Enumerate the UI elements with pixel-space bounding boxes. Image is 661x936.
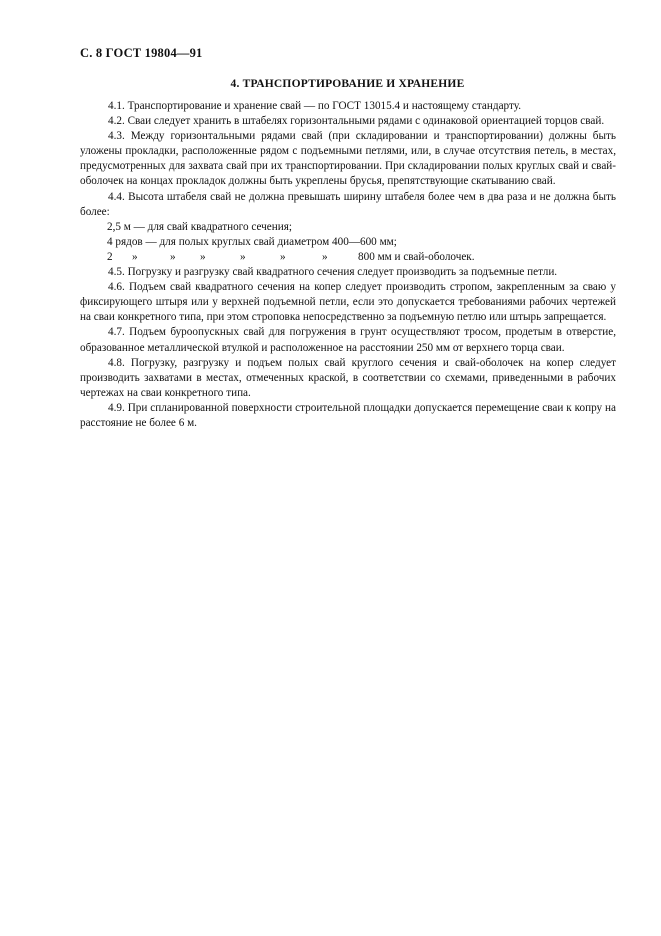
paragraph-4-4: 4.4. Высота штабеля свай не должна превышать ширину штабеля более чем в два раза и не должна быть более: [80, 190, 616, 218]
paragraph-4-9: 4.9. При спланированной поверхности строительной площадки допускается перемещение сваи к копру на расстояние не более 6 м. [80, 401, 616, 429]
paragraph-4-1: 4.1. Транспортирование и хранение свай — по ГОСТ 13015.4 и настоящему стандарту. [108, 100, 521, 112]
ditto-mark: » [322, 250, 328, 263]
paragraph-4-6: 4.6. Подъем свай квадратного сечения на копер следует производить стропом, закрепленным за сваю у фиксирующего штыря или у верхней подъемной петли, если это допускается требованиями рабочих чертежей на сваи конкретного типа, при этом строповка непосредственно за подъемную петлю или штырь запрещается. [80, 281, 616, 324]
ditto-mark: » [280, 250, 286, 263]
list-item-tail: 800 мм и свай-оболочек. [358, 250, 475, 263]
paragraph-4-7: 4.7. Подъем буроопускных свай для погружения в грунт осуществляют тросом, продетым в отверстие, образованное металлической втулкой и расположенное на расстоянии 250 мм от верхнего торца сваи. [80, 326, 616, 354]
paragraph-4-8: 4.8. Погрузку, разгрузку и подъем полых свай круглого сечения и свай-оболочек на копер следует производить захватами в местах, отмеченных краской, в соответствии со схемами, приведенными в рабочих чертежах на сваи конкретного типа. [80, 356, 616, 399]
section-title: 4. ТРАНСПОРТИРОВАНИЕ И ХРАНЕНИЕ [230, 78, 465, 90]
list-item-hollow-piles: 4 рядов — для полых круглых свай диаметром 400—600 мм; [107, 235, 397, 248]
ditto-mark: » [200, 250, 206, 263]
paragraph-4-2: 4.2. Сваи следует хранить в штабелях горизонтальными рядами с одинаковой ориентацией торцов свай. [108, 115, 605, 128]
page-header: С. 8 ГОСТ 19804—91 [80, 46, 203, 60]
ditto-mark: » [132, 250, 138, 263]
paragraph-4-3: 4.3. Между горизонтальными рядами свай (при складировании и транспортировании) должны быть уложены прокладки, расположенные рядом с подъемными петлями, или, в случае отсутствия петель, в местах, предусмотренных для захвата свай при их транспортировании. При складировании полых круглых свай и свай-оболочек на концах прокладок должны быть укреплены брусья, препятствующие скатыванию свай. [80, 130, 616, 188]
section-body [80, 99, 616, 431]
ditto-mark: » [240, 250, 246, 263]
list-item-square-piles: 2,5 м — для свай квадратного сечения; [107, 220, 292, 233]
ditto-mark: » [170, 250, 176, 263]
list-item-shell-piles [80, 250, 616, 265]
list-item-number: 2 [107, 250, 113, 263]
paragraph-4-5: 4.5. Погрузку и разгрузку свай квадратного сечения следует производить за подъемные петли. [108, 266, 558, 279]
